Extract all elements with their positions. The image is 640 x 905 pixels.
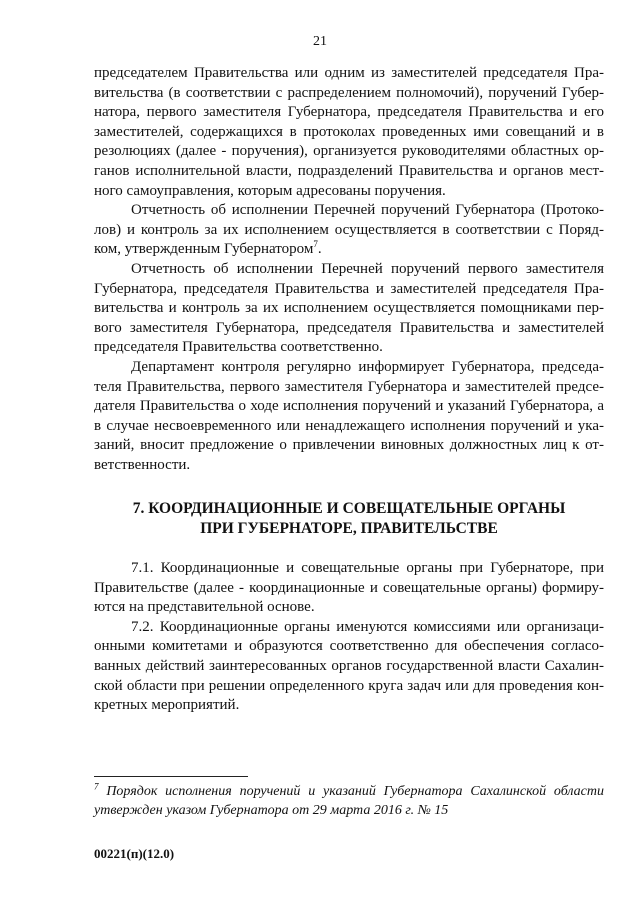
footnote-reference: 7 <box>313 239 318 250</box>
footnote-divider <box>94 776 248 777</box>
paragraph-7-1: 7.1. Координационные и совещательные органы при Губернаторе, при Правительстве (далее - координационные и совещательные органы) формируются на представительной основе. <box>94 560 604 616</box>
footnote-marker: 7 <box>94 781 99 792</box>
paragraph-7-2: 7.2. Координационные органы именуются комиссиями или организационными комитетами и образуются соответственно для обеспечения согласованных действий заинтересованных органов государственной власти Сахалинской области при решении определенного круга задач или для проведения конкретных мероприятий. <box>94 618 604 714</box>
document-code: 00221(п)(12.0) <box>94 846 175 861</box>
paragraph-tail: . <box>317 241 322 258</box>
section-heading <box>94 499 604 539</box>
section-heading-line-2: ПРИ ГУБЕРНАТОРЕ, ПРАВИТЕЛЬСТВЕ <box>200 520 498 537</box>
paragraph-reporting-deputies: Отчетность об исполнении Перечней поручений первого заместителя Губернатора, председателя Правительства и заместителей председателя Правительства и контроль за их исполнением осуществляется помощниками первого заместителя Губернатора, председателя Правительства и заместителей председателя Правительства соответственно. <box>94 260 604 356</box>
footnote-text: Порядок исполнения поручений и указаний Губернатора Сахалинской области утвержден указом Губернатора от 29 марта 2016 г. № 15 <box>94 784 605 818</box>
page-number: 21 <box>313 34 327 49</box>
main-text-block <box>94 64 604 475</box>
paragraph-continuation: председателем Правительства или одним из заместителей председателя Правительства (в соответствии с распределением полномочий), поручений Губернатора, первого заместителя Губернатора, председателя Правительства и его заместителей, содержащихся в протоколах проведенных ими совещаний и в резолюциях (далее - поручения), организуется руководителями областных органов исполнительной власти, подразделений Правительства и органов местного самоуправления, которым адресованы поручения. <box>94 65 604 199</box>
section-text-block <box>94 559 604 716</box>
paragraph-reporting-governor <box>94 201 604 260</box>
paragraph-text: Отчетность об исполнении Перечней поручений Губернатора (Протоколов) и контроль за их исполнением осуществляется в соответствии с Порядком, утвержденным Губернатором <box>94 202 604 258</box>
paragraph-control-department: Департамент контроля регулярно информирует Губернатора, председателя Правительства, первого заместителя Губернатора и заместителей председателя Правительства о ходе исполнения поручений и указаний Губернатора, а в случае несвоевременного или ненадлежащего исполнения поручений и указаний, вносит предложение о привлечении виновных должностных лиц к ответственности. <box>94 358 604 473</box>
footnote <box>94 782 604 820</box>
section-heading-line-1: 7. КООРДИНАЦИОННЫЕ И СОВЕЩАТЕЛЬНЫЕ ОРГАНЫ <box>132 500 566 517</box>
